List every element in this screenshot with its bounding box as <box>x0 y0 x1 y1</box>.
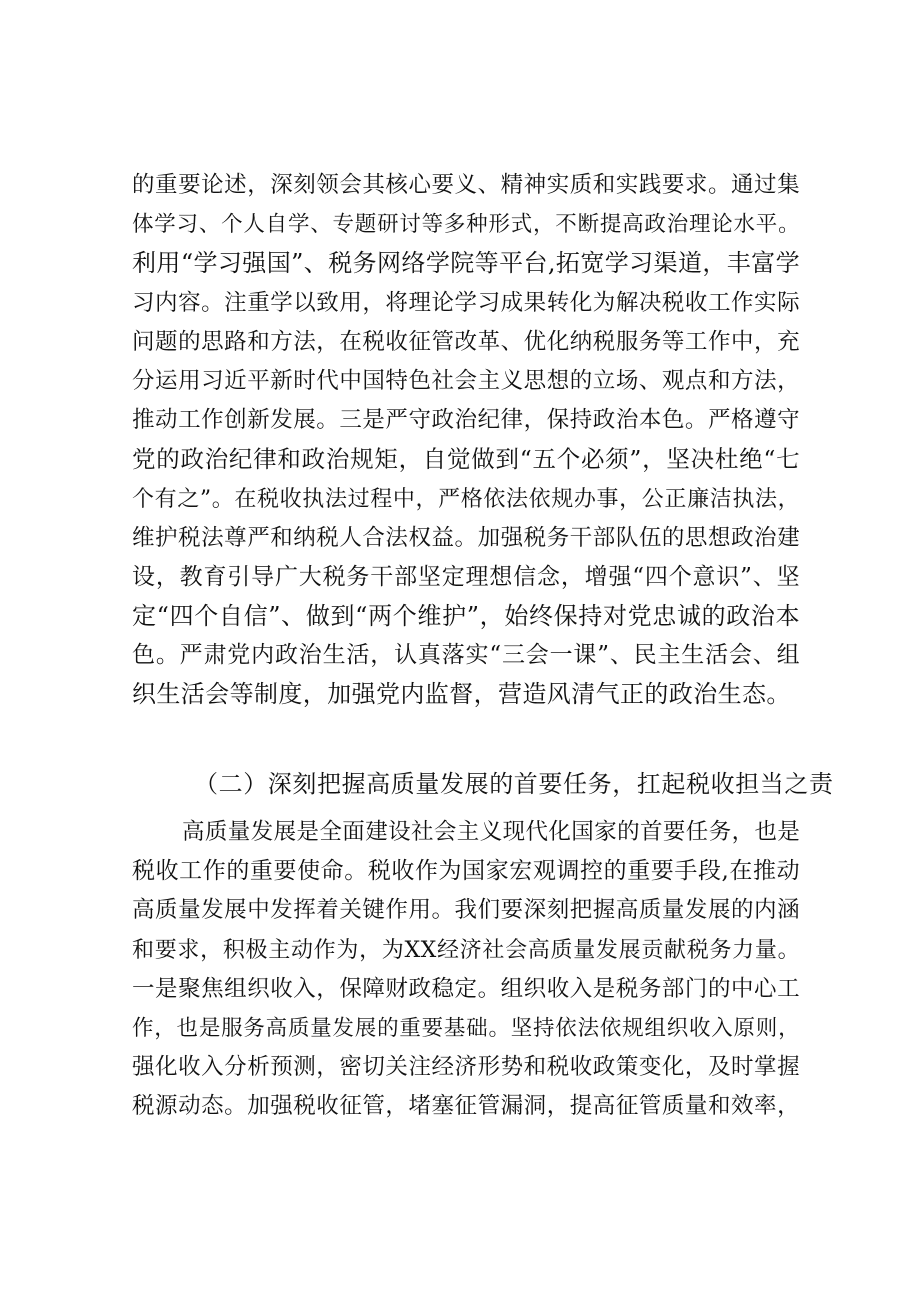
body-paragraph-2 <box>132 813 800 1127</box>
text-line: 问题的思路和方法，在税收征管改革、优化纳税服务等工作中，充 <box>132 328 800 355</box>
text-line: 推动工作创新发展。三是严守政治纪律，保持政治本色。严格遵守 <box>132 407 800 434</box>
text-line: 设，教育引导广大税务干部坚定理想信念，增强“四个意识”、坚 <box>132 563 800 590</box>
text-line: 税源动态。加强税收征管，堵塞征管漏洞，提高征管质量和效率， <box>132 1093 800 1120</box>
section-heading: （二）深刻把握高质量发展的首要任务，扛起税收担当之责 <box>194 770 834 798</box>
text-line: 高质量发展是全面建设社会主义现代化国家的首要任务，也是 <box>182 819 800 845</box>
text-line: 定“四个自信”、做到“两个维护”，始终保持对党忠诚的政治本 <box>132 602 800 631</box>
text-line: 税收工作的重要使命。税收作为国家宏观调控的重要手段,在推动 <box>132 858 800 885</box>
text-line: 党的政治纪律和政治规矩，自觉做到“五个必须”，坚决杜绝“七 <box>132 445 800 474</box>
text-line: 一是聚焦组织收入，保障财政稳定。组织收入是税务部门的中心工 <box>132 975 800 1002</box>
body-paragraph-1 <box>132 166 800 715</box>
text-line: 织生活会等制度，加强党内监督，营造风清气正的政治生态。 <box>132 680 791 709</box>
text-line: 个有之”。在税收执法过程中，严格依法依规办事，公正廉洁执法， <box>132 486 800 512</box>
text-line: 的重要论述，深刻领会其核心要义、精神实质和实践要求。通过集 <box>132 172 800 198</box>
text-line: 利用“学习强国”、税务网络学院等平台,拓宽学习渠道，丰富学 <box>132 249 800 278</box>
text-line: 分运用习近平新时代中国特色社会主义思想的立场、观点和方法， <box>132 367 800 394</box>
text-line: 和要求，积极主动作为，为XX经济社会高质量发展贡献税务力量。 <box>132 937 800 963</box>
text-line: 强化收入分析预测，密切关注经济形势和税收政策变化，及时掌握 <box>132 1054 800 1081</box>
text-line: 维护税法尊严和纳税人合法权益。加强税务干部队伍的思想政治建 <box>132 524 800 551</box>
text-line: 习内容。注重学以致用，将理论学习成果转化为解决税收工作实际 <box>132 289 800 316</box>
text-line: 体学习、个人自学、专题研讨等多种形式，不断提高政治理论水平。 <box>132 212 800 238</box>
text-line: 高质量发展中发挥着关键作用。我们要深刻把握高质量发展的内涵 <box>132 897 800 924</box>
text-line: 作，也是服务高质量发展的重要基础。坚持依法依规组织收入原则， <box>132 1015 800 1041</box>
text-line: 色。严肃党内政治生活，认真落实“三会一课”、民主生活会、组 <box>132 642 800 669</box>
